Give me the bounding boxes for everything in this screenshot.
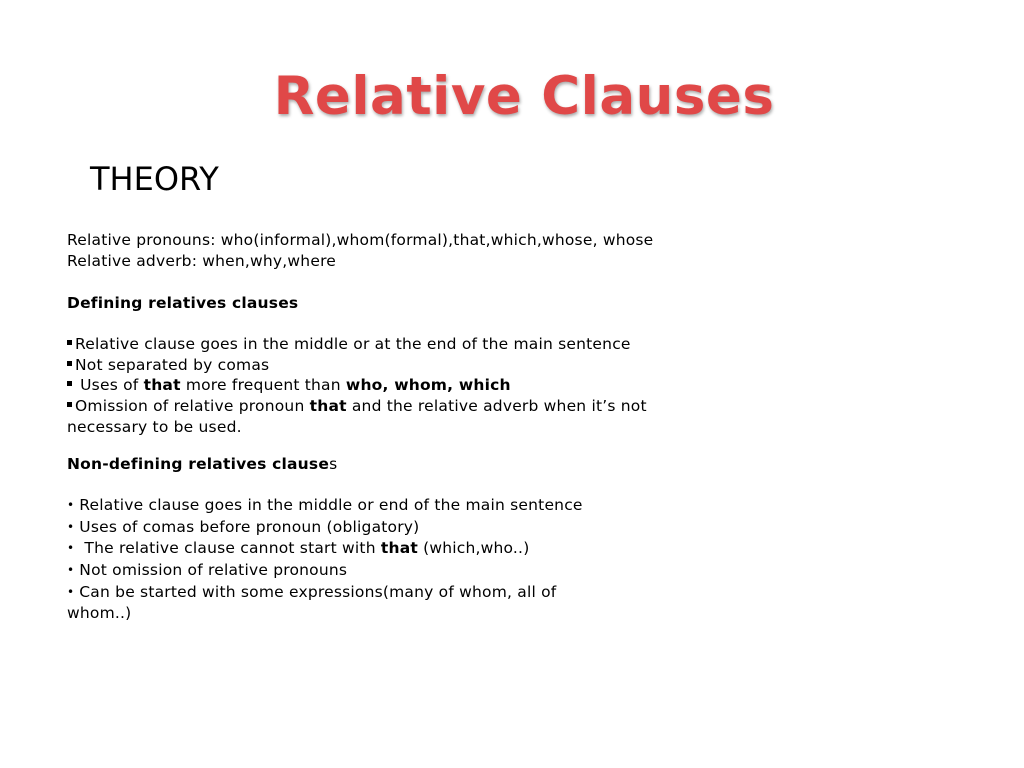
defining-item [67, 396, 707, 437]
nondefining-heading-bold: Non-defining relatives clause [67, 455, 330, 473]
bullet-icon: • [67, 562, 75, 577]
defining-item-text: Omission of relative pronoun [75, 396, 310, 415]
nondefining-item-text: Uses of comas before pronoun (obligatory) [79, 517, 420, 536]
defining-heading: Defining relatives clauses [67, 294, 299, 312]
nondefining-item [67, 560, 585, 582]
section-heading-theory: THEORY [90, 160, 219, 198]
bullet-icon: • [67, 519, 75, 534]
intro-block [67, 230, 727, 271]
defining-item-text: Not separated by comas [75, 355, 270, 374]
relative-adverb-line: Relative adverb: when,why,where [67, 251, 337, 270]
spacer [67, 314, 707, 335]
defining-item [67, 355, 707, 376]
defining-item-text: and the relative adverb when it’s not necessary to be used. [67, 396, 647, 436]
square-bullet-icon [67, 402, 72, 407]
nondefining-item [67, 517, 585, 539]
defining-item-bold: that [143, 376, 181, 395]
nondefining-item-text: The relative clause cannot start with [79, 539, 381, 558]
nondefining-item-text: Can be started with some expressions(many of whom, all of whom..) [67, 582, 557, 623]
relative-pronouns-line: Relative pronouns: who(informal),whom(formal),that,which,whose, whose [67, 231, 654, 249]
nondefining-item [67, 495, 585, 517]
defining-item-bold: who, whom, which [345, 376, 511, 395]
nondefining-block [67, 454, 585, 624]
nondefining-item-text: Relative clause goes in the middle or end of the main sentence [79, 496, 583, 515]
defining-item [67, 334, 707, 355]
nondefining-item-text: (which,who..) [417, 539, 530, 558]
defining-item-text: more frequent than [180, 376, 346, 395]
bullet-icon: • [67, 584, 75, 599]
nondefining-item-bold: that [380, 539, 418, 558]
defining-item-text: Uses of [80, 376, 144, 395]
square-bullet-icon [67, 340, 72, 345]
spacer [67, 475, 585, 496]
square-bullet-icon [67, 361, 72, 366]
nondefining-item [67, 538, 585, 560]
defining-item-text: Relative clause goes in the middle or at the end of the main sentence [75, 335, 631, 354]
bullet-icon: • [67, 498, 75, 513]
defining-item [67, 375, 707, 396]
square-bullet-icon [67, 381, 72, 386]
nondefining-heading [67, 454, 585, 475]
nondefining-item [67, 582, 585, 624]
slide-title: Relative Clauses [273, 66, 775, 127]
nondefining-item-text: Not omission of relative pronouns [79, 560, 348, 579]
defining-block [67, 293, 707, 437]
nondefining-heading-rest: s [329, 455, 338, 473]
bullet-icon: • [67, 541, 75, 556]
defining-item-bold: that [309, 396, 347, 415]
